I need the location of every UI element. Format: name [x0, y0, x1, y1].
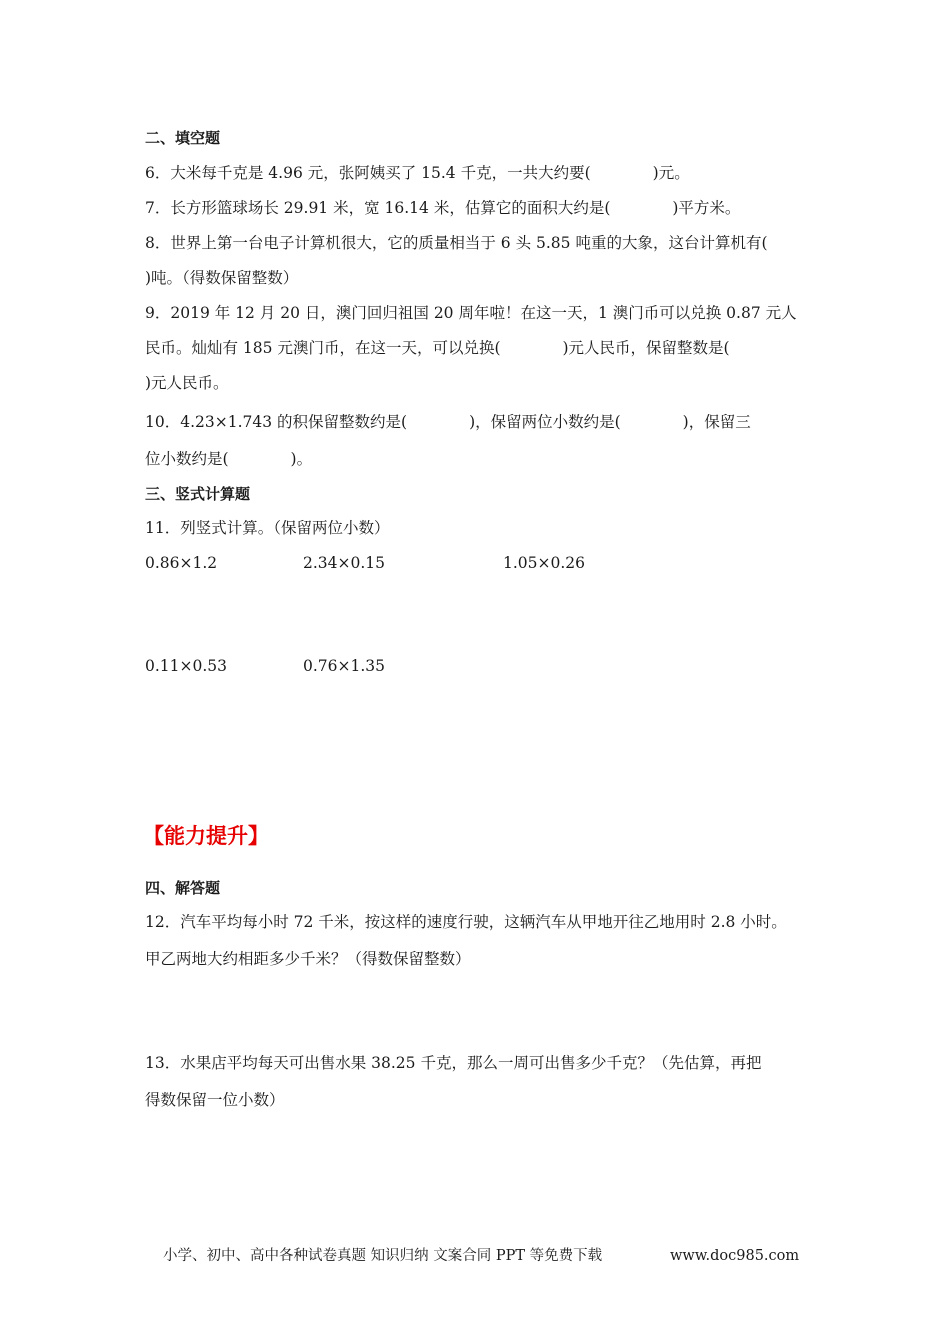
question-10-line-2: 位小数约是( )。	[145, 450, 313, 468]
question-13-line-1: 13．水果店平均每天可出售水果 38.25 千克，那么一周可出售多少千克？（先估算，再把	[145, 1054, 762, 1072]
question-8-line-1: 8．世界上第一台电子计算机很大，它的质量相当于 6 头 5.85 吨重的大象，这台计算机有(	[145, 234, 768, 252]
question-6: 6．大米每千克是 4.96 元，张阿姨买了 15.4 千克，一共大约要( )元。	[145, 164, 690, 182]
calc-item-3: 1.05×0.26	[503, 554, 586, 572]
section-2-heading: 二、填空题	[145, 129, 221, 147]
question-10-line-1: 10．4.23×1.743 的积保留整数约是( )，保留两位小数约是( )，保留三	[145, 413, 751, 431]
ability-section-title: 【能力提升】	[143, 824, 269, 848]
question-7: 7．长方形篮球场长 29.91 米，宽 16.14 米，估算它的面积大约是( )平方米。	[145, 199, 741, 217]
question-13-line-2: 得数保留一位小数）	[145, 1091, 285, 1109]
question-8-line-2: )吨。（得数保留整数）	[145, 269, 299, 287]
question-9-line-3: )元人民币。	[145, 374, 229, 392]
calc-item-1: 0.86×1.2	[145, 554, 218, 572]
section-3-heading: 三、竖式计算题	[145, 485, 251, 503]
question-11-instruction: 11．列竖式计算。（保留两位小数）	[145, 519, 390, 537]
calc-item-5: 0.76×1.35	[303, 657, 386, 675]
calc-item-2: 2.34×0.15	[303, 554, 386, 572]
footer-url[interactable]: www.doc985.com	[670, 1248, 800, 1264]
section-4-heading: 四、解答题	[145, 879, 221, 897]
question-12-line-1: 12．汽车平均每小时 72 千米，按这样的速度行驶，这辆汽车从甲地开往乙地用时 2.8 小时。	[145, 913, 787, 931]
question-9-line-2: 民币。灿灿有 185 元澳门币，在这一天，可以兑换( )元人民币，保留整数是(	[145, 339, 730, 357]
question-12-line-2: 甲乙两地大约相距多少千米？（得数保留整数）	[145, 950, 471, 968]
footer-text: 小学、初中、高中各种试卷真题 知识归纳 文案合同 PPT 等免费下载	[163, 1248, 603, 1264]
calc-item-4: 0.11×0.53	[145, 657, 228, 675]
question-9-line-1: 9．2019 年 12 月 20 日，澳门回归祖国 20 周年啦！在这一天，1 澳门币可以兑换 0.87 元人	[145, 304, 797, 322]
